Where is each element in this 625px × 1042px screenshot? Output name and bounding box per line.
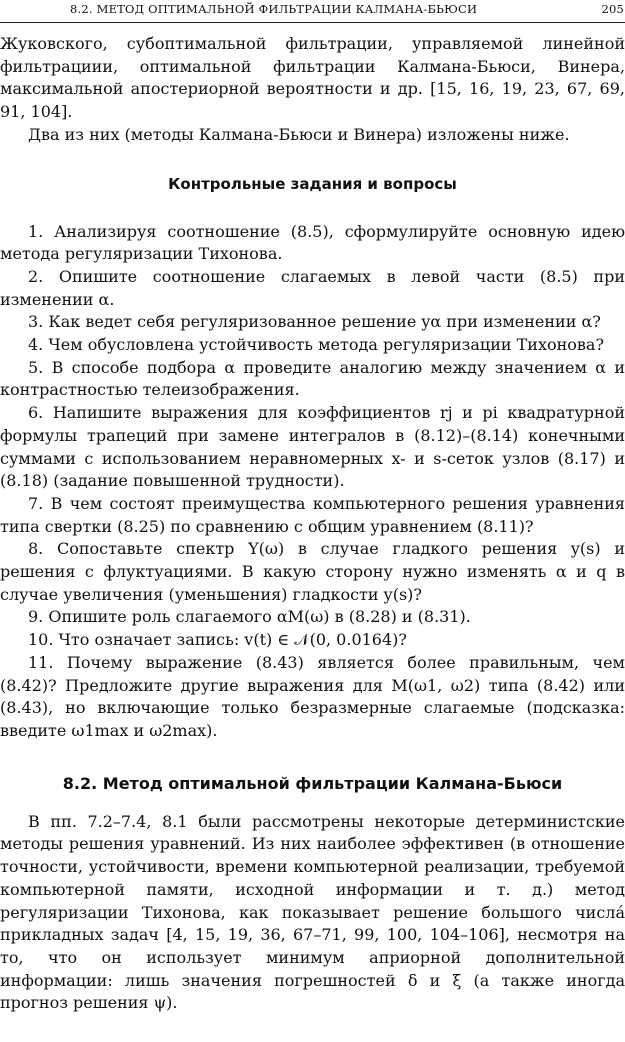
question-item: 5. В способе подбора α проведите аналогию между значением α и контрастностью телеизображения. [0,357,625,400]
question-item: 2. Опишите соотношение слагаемых в левой части (8.5) при изменении α. [0,266,625,309]
question-item: 1. Анализируя соотношение (8.5), сформулируйте основную идею метода регуляризации Тихонова. [0,221,625,264]
questions-list [0,221,625,743]
question-item: 4. Чем обусловлена устойчивость метода регуляризации Тихонова? [28,335,605,355]
section-heading: 8.2. Метод оптимальной фильтрации Калмана-Бьюси [62,773,563,793]
questions-heading: Контрольные задания и вопросы [168,174,457,193]
running-header-title: 8.2. МЕТОД ОПТИМАЛЬНОЙ ФИЛЬТРАЦИИ КАЛМАНА-БЬЮСИ [70,2,478,16]
question-item: 11. Почему выражение (8.43) является более правильным, чем (8.42)? Предложите другие выражения для M(ω1, ω2) типа (8.42) или (8.43), но включающие только безразмерные слагаемые (подсказка: введите ω1max и ω2max). [0,652,625,740]
section-paragraph: В пп. 7.2–7.4, 8.1 были рассмотрены некоторые детерминистские методы решения уравнений. Из них наиболее эффективен (в отношение точности, устойчивости, времени компьютерной реализации, требуемой компьютерной памяти, исходной информации и т. д.) метод регуляризации Тихонова, как показывает решение большого числá прикладных задач [4, 15, 19, 36, 67–71, 99, 100, 104–106], несмотря на то, что он использует минимум априорной дополнительной информации: лишь значения погрешностей δ и ξ (а также иногда прогноз решения ψ). [0,811,625,1013]
question-item: 9. Опишите роль слагаемого αM(ω) в (8.28) и (8.31). [28,607,471,627]
page-body [0,33,625,1015]
page-number: 205 [601,2,624,16]
intro-paragraph-2: Два из них (методы Калмана-Бьюси и Винера) изложены ниже. [28,124,570,144]
running-header [0,0,625,23]
question-item: 6. Напишите выражения для коэффициентов rj и pi квадратурной формулы трапеций при замене интегралов в (8.12)–(8.14) конечными суммами с использованием неравномерных x- и s-сеток узлов (8.17) и (8.18) (задание повышенной трудности). [0,403,625,491]
intro-paragraph: Жуковского, субоптимальной фильтрации, управляемой линейной фильтрациии, оптимальной фильтрации Калмана-Бьюси, Винера, максимальной апостериорной вероятности и др. [15, 16, 19, 23, 67, 69, 91, 104]. [0,34,625,122]
question-item: 10. Что означает запись: v(t) ∈ 𝒩(0, 0.0164)? [28,630,407,650]
question-item: 7. В чем состоят преимущества компьютерного решения уравнения типа свертки (8.25) по сравнению с общим уравнением (8.11)? [0,493,625,536]
question-item: 3. Как ведет себя регуляризованное решение yα при изменении α? [28,312,601,332]
question-item: 8. Сопоставьте спектр Y(ω) в случае гладкого решения y(s) и решения с флуктуациями. В какую сторону нужно изменять α и q в случае увеличения (уменьшения) гладкости y(s)? [0,539,625,604]
